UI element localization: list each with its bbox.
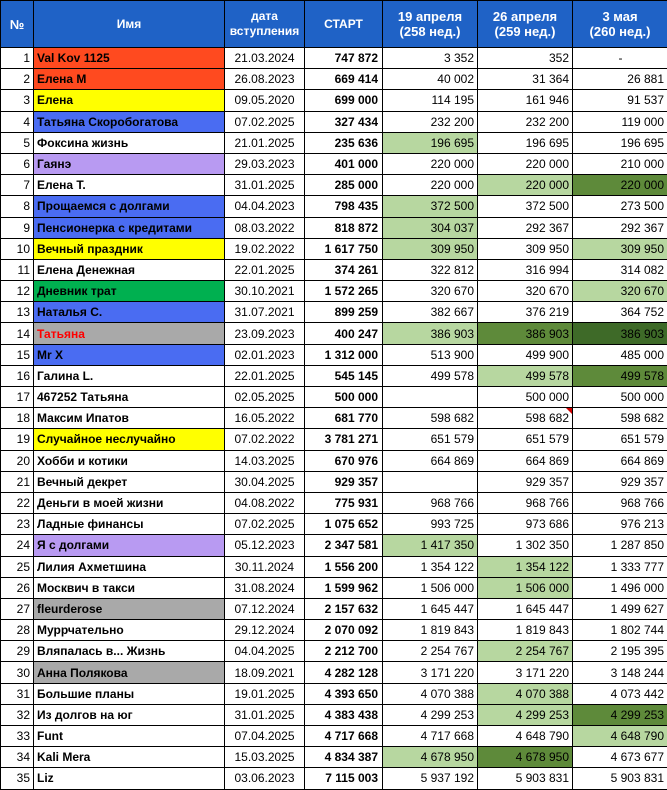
week-258-amount: 322 812 [383,259,478,280]
join-date: 30.04.2025 [225,471,305,492]
participant-name: Из долгов на юг [34,704,225,725]
week-259-amount: 598 682 [478,408,573,429]
week-258-amount: 1 354 122 [383,556,478,577]
row-number: 34 [1,747,34,768]
row-number: 12 [1,281,34,302]
row-number: 33 [1,726,34,747]
week-259-amount: 499 578 [478,365,573,386]
week-258-amount: 3 352 [383,48,478,69]
week-260-amount: 4 073 442 [573,683,667,704]
start-amount: 2 070 092 [305,620,383,641]
table-row [1,196,667,217]
participant-name: Val Kov 1125 [34,48,225,69]
week-258-amount: 304 037 [383,217,478,238]
table-row [1,662,667,683]
week-258-amount: 4 299 253 [383,704,478,725]
week-259-amount: 5 903 831 [478,768,573,789]
week-258-amount: 382 667 [383,302,478,323]
participant-name: Большие планы [34,683,225,704]
header-start: СТАРТ [305,1,383,48]
join-date: 26.08.2023 [225,69,305,90]
week-259-amount: 1 302 350 [478,535,573,556]
start-amount: 4 282 128 [305,662,383,683]
week-258-amount: 309 950 [383,238,478,259]
week-259-amount: 1 819 843 [478,620,573,641]
table-row [1,238,667,259]
row-number: 1 [1,48,34,69]
join-date: 31.01.2025 [225,704,305,725]
week-260-amount: 386 903 [573,323,667,344]
week-258-amount: 513 900 [383,344,478,365]
participant-name: Вечный декрет [34,471,225,492]
row-number: 2 [1,69,34,90]
header-name: Имя [34,1,225,48]
week-258-amount: 651 579 [383,429,478,450]
start-amount: 401 000 [305,153,383,174]
week-260-amount: 320 670 [573,281,667,302]
join-date: 03.06.2023 [225,768,305,789]
start-amount: 1 075 652 [305,514,383,535]
participant-name: Муррчательно [34,620,225,641]
week-260-amount: 273 500 [573,196,667,217]
week-258-amount: 220 000 [383,153,478,174]
row-number: 3 [1,90,34,111]
row-number: 25 [1,556,34,577]
week-258-amount: 220 000 [383,175,478,196]
participant-name: Наталья С. [34,302,225,323]
participant-name: fleurderose [34,598,225,619]
week-260-amount: 26 881 [573,69,667,90]
week-258-amount: 2 254 767 [383,641,478,662]
week-260-amount: 968 766 [573,492,667,513]
table-row [1,683,667,704]
participant-name: Татьяна Скоробогатова [34,111,225,132]
row-number: 18 [1,408,34,429]
row-number: 8 [1,196,34,217]
table-row [1,387,667,408]
week-260-amount: 4 673 677 [573,747,667,768]
table-row [1,344,667,365]
join-date: 02.01.2023 [225,344,305,365]
week-258-amount: 598 682 [383,408,478,429]
row-number: 17 [1,387,34,408]
start-amount: 2 212 700 [305,641,383,662]
participant-name: Деньги в моей жизни [34,492,225,513]
row-number: 28 [1,620,34,641]
week-260-amount: 651 579 [573,429,667,450]
week-258-amount: 4 717 668 [383,726,478,747]
week-260-amount: 309 950 [573,238,667,259]
participant-name: Елена [34,90,225,111]
week-258-amount: 196 695 [383,132,478,153]
week-258-amount: 386 903 [383,323,478,344]
join-date: 15.03.2025 [225,747,305,768]
week-260-amount: 500 000 [573,387,667,408]
participant-name: Елена Т. [34,175,225,196]
join-date: 30.11.2024 [225,556,305,577]
week-259-amount: 651 579 [478,429,573,450]
start-amount: 669 414 [305,69,383,90]
week-260-amount: 664 869 [573,450,667,471]
start-amount: 327 434 [305,111,383,132]
week-260-amount: 485 000 [573,344,667,365]
header-row [1,1,667,48]
start-amount: 285 000 [305,175,383,196]
join-date: 18.09.2021 [225,662,305,683]
table-row [1,323,667,344]
week-258-amount: 1 417 350 [383,535,478,556]
week-258-amount: 4 678 950 [383,747,478,768]
participant-name: Хобби и котики [34,450,225,471]
table-body [1,48,667,790]
week-260-amount: 5 903 831 [573,768,667,789]
participant-name: Максим Ипатов [34,408,225,429]
join-date: 29.03.2023 [225,153,305,174]
start-amount: 899 259 [305,302,383,323]
week-260-amount: 1 802 744 [573,620,667,641]
week-259-amount: 664 869 [478,450,573,471]
header-week-259: 26 апреля (259 нед.) [478,1,573,48]
join-date: 14.03.2025 [225,450,305,471]
table-row [1,281,667,302]
week-258-amount: 114 195 [383,90,478,111]
row-number: 6 [1,153,34,174]
week-259-amount: 968 766 [478,492,573,513]
participant-name: Галина L. [34,365,225,386]
table-row [1,620,667,641]
table-row [1,48,667,69]
week-260-amount: 210 000 [573,153,667,174]
week-259-amount: 292 367 [478,217,573,238]
week-259-amount: 929 357 [478,471,573,492]
join-date: 07.02.2025 [225,514,305,535]
join-date: 19.01.2025 [225,683,305,704]
start-amount: 747 872 [305,48,383,69]
week-259-amount: 499 900 [478,344,573,365]
row-number: 11 [1,259,34,280]
table-row [1,365,667,386]
start-amount: 1 312 000 [305,344,383,365]
row-number: 31 [1,683,34,704]
table-row [1,492,667,513]
participant-name: Я с долгами [34,535,225,556]
week-259-amount: 4 648 790 [478,726,573,747]
start-amount: 2 157 632 [305,598,383,619]
join-date: 05.12.2023 [225,535,305,556]
row-number: 30 [1,662,34,683]
start-amount: 1 556 200 [305,556,383,577]
participant-name: Пенсионерка с кредитами [34,217,225,238]
week-258-amount: 232 200 [383,111,478,132]
row-number: 27 [1,598,34,619]
start-amount: 500 000 [305,387,383,408]
week-259-amount: 4 678 950 [478,747,573,768]
start-amount: 929 357 [305,471,383,492]
week-258-amount: 320 670 [383,281,478,302]
week-260-amount: 91 537 [573,90,667,111]
join-date: 09.05.2020 [225,90,305,111]
week-260-amount: 119 000 [573,111,667,132]
start-amount: 4 383 438 [305,704,383,725]
start-amount: 7 115 003 [305,768,383,789]
participant-name: Фоксина жизнь [34,132,225,153]
row-number: 4 [1,111,34,132]
row-number: 7 [1,175,34,196]
participant-name: Прощаемся с долгами [34,196,225,217]
start-amount: 670 976 [305,450,383,471]
join-date: 31.08.2024 [225,577,305,598]
week-260-amount: 196 695 [573,132,667,153]
week-259-amount: 376 219 [478,302,573,323]
join-date: 31.01.2025 [225,175,305,196]
table-row [1,768,667,789]
week-259-amount: 500 000 [478,387,573,408]
week-260-amount: 4 648 790 [573,726,667,747]
start-amount: 1 617 750 [305,238,383,259]
join-date: 04.08.2022 [225,492,305,513]
table-row [1,259,667,280]
join-date: 07.02.2022 [225,429,305,450]
week-259-amount: 4 299 253 [478,704,573,725]
participant-name: Анна Полякова [34,662,225,683]
join-date: 31.07.2021 [225,302,305,323]
week-259-amount: 31 364 [478,69,573,90]
table-row [1,217,667,238]
start-amount: 374 261 [305,259,383,280]
week-258-amount: 372 500 [383,196,478,217]
participant-name: Москвич в такси [34,577,225,598]
week-260-amount: - [573,48,667,69]
participant-name: Лилия Ахметшина [34,556,225,577]
join-date: 21.03.2024 [225,48,305,69]
week-259-amount: 220 000 [478,175,573,196]
row-number: 14 [1,323,34,344]
table-row [1,641,667,662]
start-amount: 400 247 [305,323,383,344]
week-259-amount: 3 171 220 [478,662,573,683]
week-258-amount: 993 725 [383,514,478,535]
row-number: 15 [1,344,34,365]
participant-name: Случайное неслучайно [34,429,225,450]
join-date: 19.02.2022 [225,238,305,259]
row-number: 32 [1,704,34,725]
join-date: 23.09.2023 [225,323,305,344]
table-row [1,535,667,556]
participant-name: Гаянэ [34,153,225,174]
week-258-amount: 40 002 [383,69,478,90]
row-number: 35 [1,768,34,789]
week-258-amount [383,471,478,492]
row-number: 19 [1,429,34,450]
start-amount: 818 872 [305,217,383,238]
week-260-amount: 4 299 253 [573,704,667,725]
start-amount: 545 145 [305,365,383,386]
participant-name: Liz [34,768,225,789]
join-date: 07.12.2024 [225,598,305,619]
week-259-amount: 4 070 388 [478,683,573,704]
week-260-amount: 1 333 777 [573,556,667,577]
row-number: 23 [1,514,34,535]
join-date: 04.04.2023 [225,196,305,217]
week-259-amount: 196 695 [478,132,573,153]
start-amount: 2 347 581 [305,535,383,556]
join-date: 21.01.2025 [225,132,305,153]
row-number: 16 [1,365,34,386]
table-row [1,90,667,111]
start-amount: 1 572 265 [305,281,383,302]
join-date: 08.03.2022 [225,217,305,238]
table-row [1,175,667,196]
table-row [1,69,667,90]
participant-name: Елена М [34,69,225,90]
week-258-amount: 5 937 192 [383,768,478,789]
week-258-amount: 1 645 447 [383,598,478,619]
join-date: 29.12.2024 [225,620,305,641]
week-260-amount: 929 357 [573,471,667,492]
header-week-260: 3 мая (260 нед.) [573,1,667,48]
week-260-amount: 598 682 [573,408,667,429]
join-date: 02.05.2025 [225,387,305,408]
row-number: 20 [1,450,34,471]
participant-name: Дневник трат [34,281,225,302]
week-258-amount [383,387,478,408]
row-number: 24 [1,535,34,556]
join-date: 07.02.2025 [225,111,305,132]
table-row [1,726,667,747]
join-date: 22.01.2025 [225,259,305,280]
table-row [1,471,667,492]
participant-name: Татьяна [34,323,225,344]
week-259-amount: 320 670 [478,281,573,302]
participant-name: Елена Денежная [34,259,225,280]
week-260-amount: 3 148 244 [573,662,667,683]
row-number: 29 [1,641,34,662]
start-amount: 235 636 [305,132,383,153]
participant-name: Funt [34,726,225,747]
week-259-amount: 1 354 122 [478,556,573,577]
week-259-amount: 352 [478,48,573,69]
table-row [1,704,667,725]
week-260-amount: 499 578 [573,365,667,386]
week-258-amount: 1 506 000 [383,577,478,598]
start-amount: 1 599 962 [305,577,383,598]
join-date: 16.05.2022 [225,408,305,429]
start-amount: 775 931 [305,492,383,513]
participant-name: Kali Mera [34,747,225,768]
participant-name: Ладные финансы [34,514,225,535]
participant-name: Вечный праздник [34,238,225,259]
table-row [1,132,667,153]
row-number: 26 [1,577,34,598]
week-259-amount: 161 946 [478,90,573,111]
join-date: 07.04.2025 [225,726,305,747]
week-258-amount: 3 171 220 [383,662,478,683]
week-259-amount: 2 254 767 [478,641,573,662]
start-amount: 798 435 [305,196,383,217]
week-260-amount: 1 496 000 [573,577,667,598]
week-259-amount: 372 500 [478,196,573,217]
table-row [1,111,667,132]
table-row [1,556,667,577]
participant-name: Вляпалась в... Жизнь [34,641,225,662]
row-number: 9 [1,217,34,238]
week-259-amount: 220 000 [478,153,573,174]
start-amount: 4 393 650 [305,683,383,704]
row-number: 22 [1,492,34,513]
week-260-amount: 364 752 [573,302,667,323]
row-number: 5 [1,132,34,153]
week-258-amount: 968 766 [383,492,478,513]
start-amount: 681 770 [305,408,383,429]
start-amount: 3 781 271 [305,429,383,450]
table-row [1,153,667,174]
week-259-amount: 1 645 447 [478,598,573,619]
table-row [1,747,667,768]
start-amount: 4 717 668 [305,726,383,747]
week-258-amount: 499 578 [383,365,478,386]
week-260-amount: 220 000 [573,175,667,196]
row-number: 13 [1,302,34,323]
week-258-amount: 664 869 [383,450,478,471]
participant-name: Mr X [34,344,225,365]
week-259-amount: 1 506 000 [478,577,573,598]
week-259-amount: 316 994 [478,259,573,280]
week-259-amount: 232 200 [478,111,573,132]
week-259-amount: 386 903 [478,323,573,344]
week-259-amount: 309 950 [478,238,573,259]
table-row [1,302,667,323]
table-row [1,429,667,450]
table-row [1,514,667,535]
start-amount: 4 834 387 [305,747,383,768]
week-259-amount: 973 686 [478,514,573,535]
join-date: 22.01.2025 [225,365,305,386]
table-row [1,408,667,429]
start-amount: 699 000 [305,90,383,111]
header-week-258: 19 апреля (258 нед.) [383,1,478,48]
week-258-amount: 1 819 843 [383,620,478,641]
table-row [1,577,667,598]
week-260-amount: 976 213 [573,514,667,535]
join-date: 04.04.2025 [225,641,305,662]
table-row [1,598,667,619]
row-number: 21 [1,471,34,492]
header-join-date: дата вступления [225,1,305,48]
header-number: № [1,1,34,48]
week-260-amount: 2 195 395 [573,641,667,662]
week-260-amount: 1 499 627 [573,598,667,619]
row-number: 10 [1,238,34,259]
week-258-amount: 4 070 388 [383,683,478,704]
week-260-amount: 292 367 [573,217,667,238]
join-date: 30.10.2021 [225,281,305,302]
table-row [1,450,667,471]
participant-name: 467252 Татьяна [34,387,225,408]
week-260-amount: 1 287 850 [573,535,667,556]
week-260-amount: 314 082 [573,259,667,280]
